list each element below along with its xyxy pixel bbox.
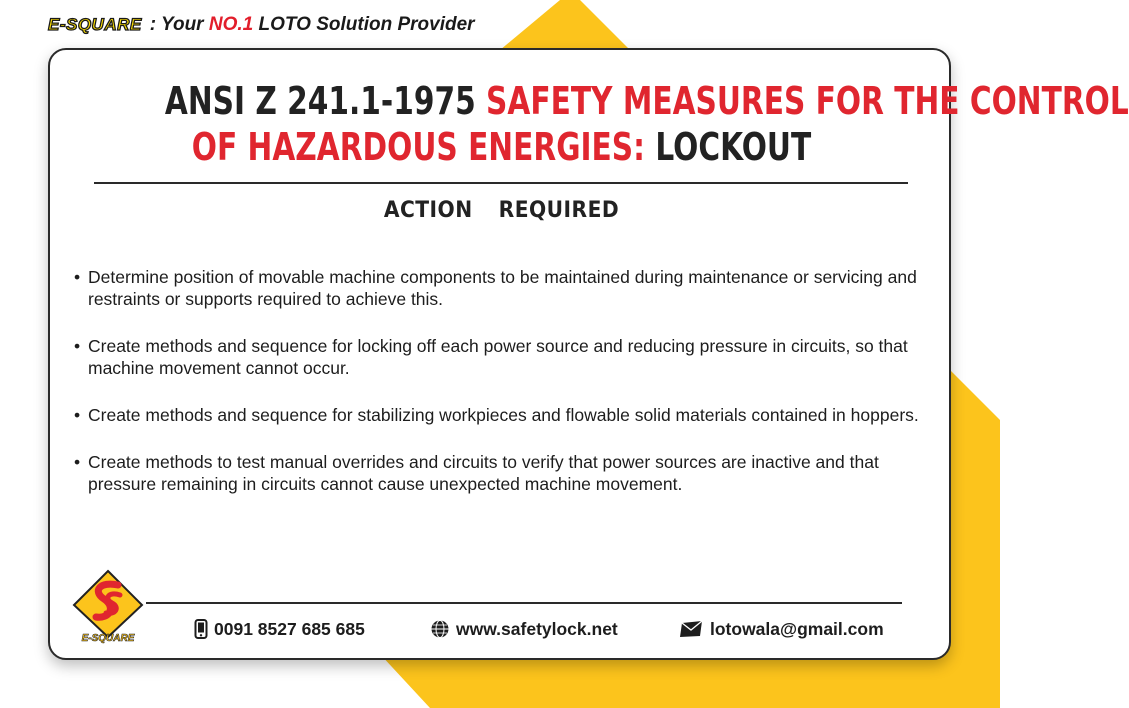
envelope-icon [680,620,704,638]
list-item [74,404,934,426]
footer-divider [146,602,902,604]
phone-number: 0091 8527 685 685 [214,618,365,639]
website-link[interactable]: www.safetylock.net [456,618,618,639]
contact-website[interactable] [430,616,618,642]
info-card [48,48,1129,660]
section-heading: ACTION REQUIRED [383,198,620,223]
action-list [74,266,934,520]
brand-logo [70,567,146,643]
list-item-text: Create methods to test manual overrides and circuits to verify that power sources are inactive and that pressure remaining in circuits cannot cause unexpected machine movement. [88,452,879,494]
brand-header [48,12,475,38]
title-line-2 [165,124,838,170]
mobile-phone-icon [194,619,208,639]
bullet-dot: • [74,267,81,287]
list-item [74,335,934,379]
title-divider [94,182,908,184]
bullet-dot: • [74,405,81,425]
bullet-dot: • [74,452,81,472]
title-line-1 [164,78,1129,124]
tagline-prefix: : Your [149,14,204,35]
brand-tagline [150,14,475,36]
contact-phone [194,616,365,642]
title-subject-2: OF HAZARDOUS ENERGIES: [191,125,645,169]
tagline-highlight: NO.1 [208,14,254,35]
list-item [74,266,934,310]
logo-text: E-SQUARE [81,633,135,644]
bullet-dot: • [74,336,81,356]
contact-email[interactable] [680,616,884,642]
list-item [74,451,934,495]
list-item-text: Determine position of movable machine components to be maintained during maintenance or servicing and restraints or supports required to achieve this. [88,267,917,309]
email-address[interactable]: lotowala@gmail.com [710,618,884,639]
globe-www-icon [430,619,450,639]
list-item-text: Create methods and sequence for stabilizing workpieces and flowable solid materials contained in hoppers. [88,405,919,425]
list-item-text: Create methods and sequence for locking off each power source and reducing pressure in circuits, so that machine movement cannot occur. [88,336,908,378]
tagline-suffix: LOTO Solution Provider [258,14,475,35]
title-lockout: LOCKOUT [655,125,812,169]
page-title [164,78,1129,170]
title-subject-1: SAFETY MEASURES FOR THE CONTROL [486,79,1129,123]
brand-badge: E-SQUARE [48,15,142,34]
title-standard: ANSI Z 241.1-1975 [164,79,476,123]
